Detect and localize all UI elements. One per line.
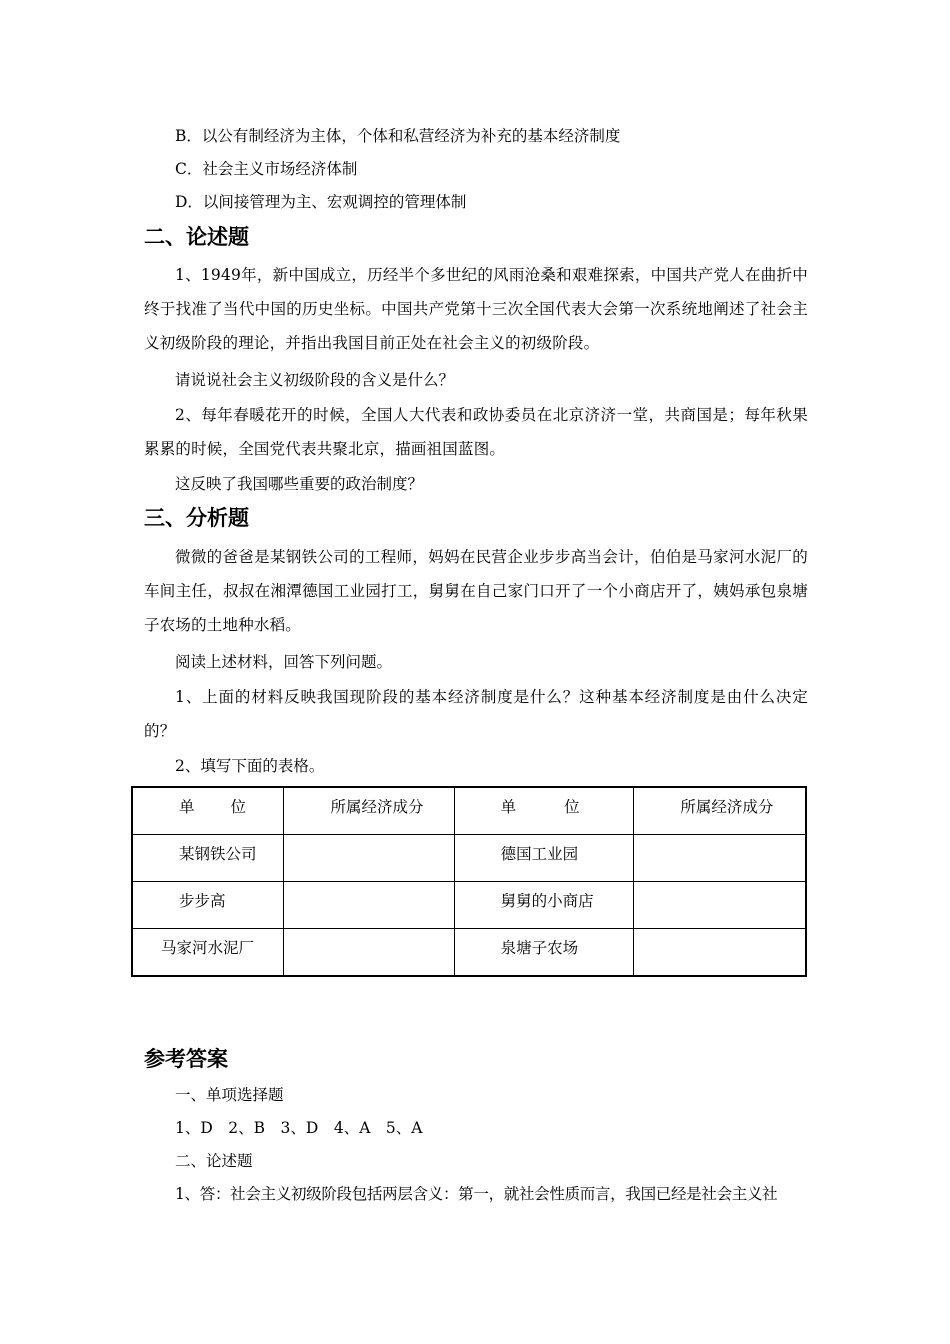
table-header-cell: 单位	[132, 787, 284, 835]
essay-question-2-prompt: 这反映了我国哪些重要的政治制度？	[175, 475, 424, 493]
answers-subheading-choice: 一、单项选择题	[175, 1086, 284, 1104]
table-cell-unit: 泉塘子农场	[454, 929, 634, 977]
table-row	[132, 929, 806, 977]
analysis-question-1: 1、上面的材料反映我国现阶段的基本经济制度是什么？这种基本经济制度是由什么决定的？	[144, 688, 808, 740]
table-row	[132, 835, 806, 882]
table-cell-unit: 舅舅的小商店	[454, 882, 634, 929]
answers-essay-1: 1、答：社会主义初级阶段包括两层含义：第一，就社会性质而言，我国已经是社会主义社	[175, 1185, 778, 1203]
table-cell-blank[interactable]	[284, 835, 454, 882]
essay-question-1: 1、1949年，新中国成立，历经半个多世纪的风雨沧桑和艰难探索，中国共产党人在曲折中终于找准了当代中国的历史坐标。中国共产党第十三次全国代表大会第一次系统地阐述了社会主义初级阶段的理论，并指出我国目前正处在社会主义的初级阶段。	[144, 266, 808, 352]
table-row	[132, 882, 806, 929]
option-b: B．以公有制经济为主体，个体和私营经济为补充的基本经济制度	[175, 127, 621, 145]
answers-heading: 参考答案	[144, 1047, 228, 1071]
analysis-material: 微微的爸爸是某钢铁公司的工程师，妈妈在民营企业步步高当会计，伯伯是马家河水泥厂的车间主任，叔叔在湘潭德国工业园打工，舅舅在自己家门口开了一个小商店开了，姨妈承包泉塘子农场的土地种水稻。	[144, 548, 808, 634]
section-heading-essay: 二、论述题	[144, 225, 249, 249]
option-c: C．社会主义市场经济体制	[175, 160, 358, 178]
table-cell-blank[interactable]	[634, 835, 806, 882]
answers-multiple-choice: 1、D 2、B 3、D 4、A 5、A	[175, 1119, 423, 1137]
table-cell-unit: 某钢铁公司	[132, 835, 284, 882]
option-d: D．以间接管理为主、宏观调控的管理体制	[175, 193, 467, 211]
table-header-cell: 单位	[454, 787, 634, 835]
table-cell-blank[interactable]	[634, 929, 806, 977]
section-heading-analysis: 三、分析题	[144, 506, 249, 530]
table-header-cell: 所属经济成分	[634, 787, 806, 835]
economic-sector-table	[131, 786, 807, 977]
essay-question-1-prompt: 请说说社会主义初级阶段的含义是什么？	[175, 371, 455, 389]
table-cell-unit: 步步高	[132, 882, 284, 929]
analysis-instruction: 阅读上述材料，回答下列问题。	[175, 653, 393, 671]
table-cell-unit: 马家河水泥厂	[132, 929, 284, 977]
essay-question-2: 2、每年春暖花开的时候，全国人大代表和政协委员在北京济济一堂，共商国是；每年秋果累累的时候，全国党代表共聚北京，描画祖国蓝图。	[144, 406, 808, 458]
table-cell-blank[interactable]	[284, 929, 454, 977]
table-cell-unit: 德国工业园	[454, 835, 634, 882]
table-header-cell: 所属经济成分	[284, 787, 454, 835]
analysis-question-2: 2、填写下面的表格。	[175, 757, 325, 775]
table-header-row	[132, 787, 806, 835]
answers-subheading-essay: 二、论述题	[175, 1152, 253, 1170]
table-cell-blank[interactable]	[634, 882, 806, 929]
table-cell-blank[interactable]	[284, 882, 454, 929]
